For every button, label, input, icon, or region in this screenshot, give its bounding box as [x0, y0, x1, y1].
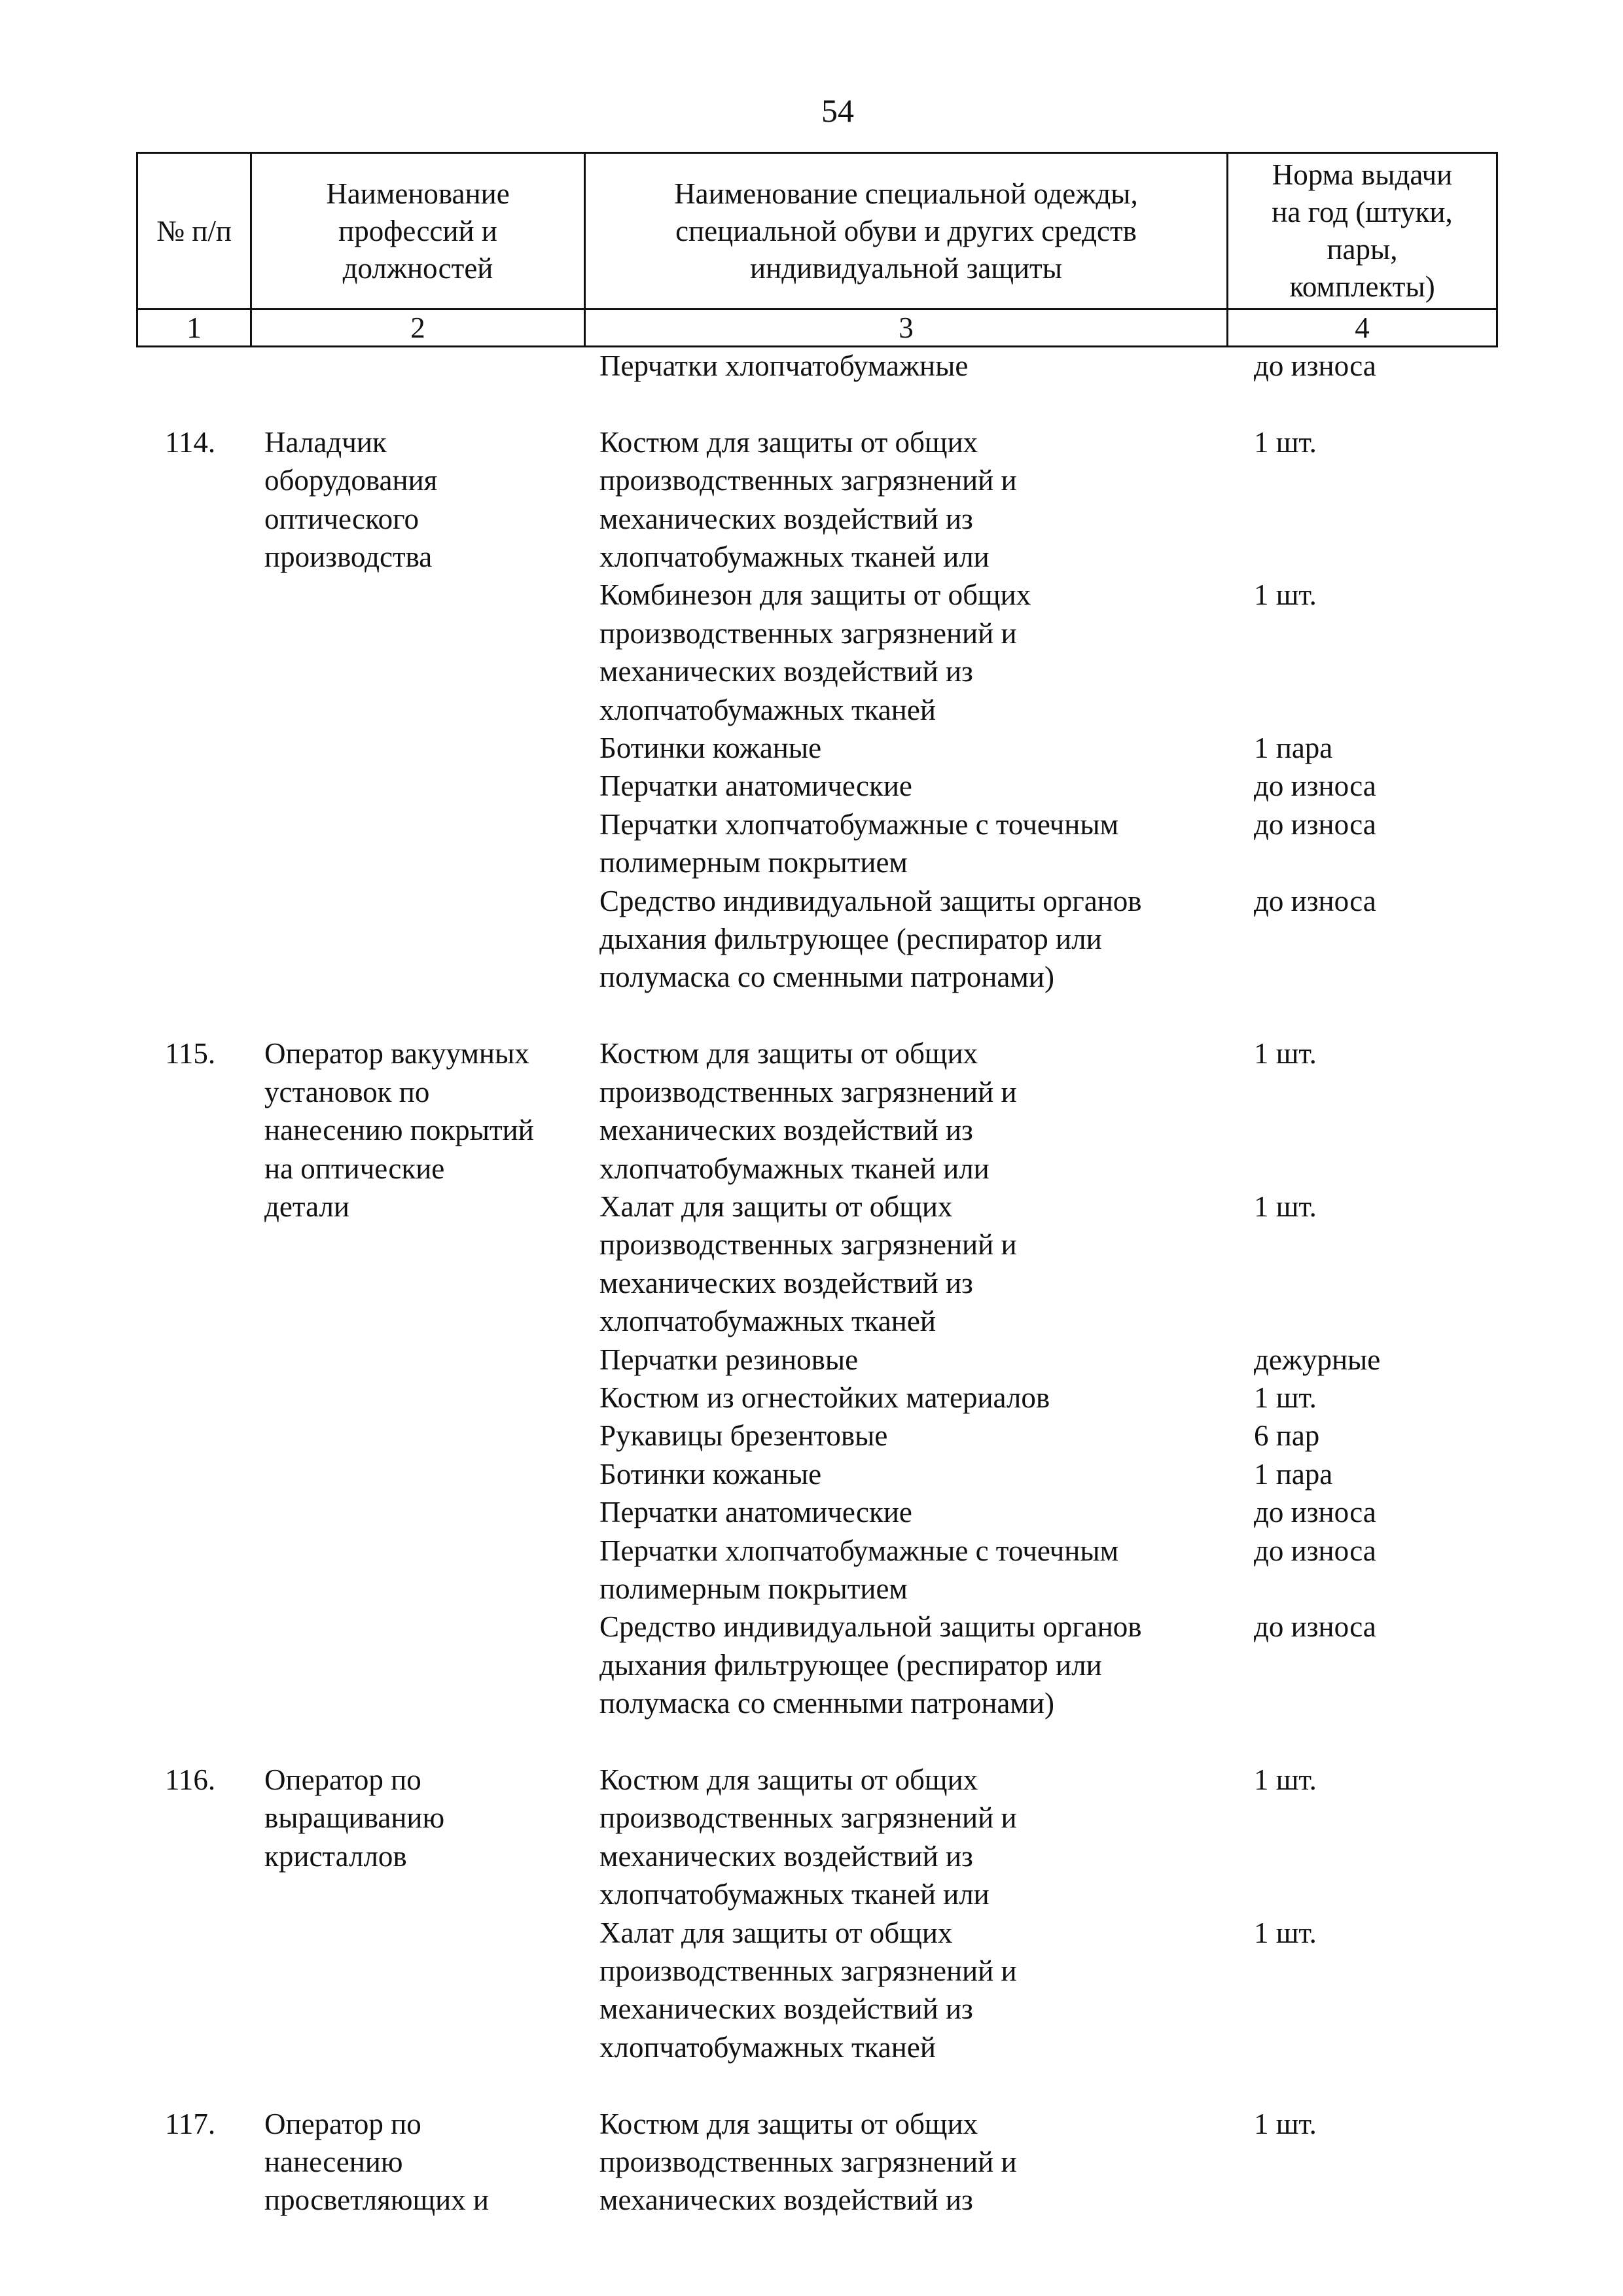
item-name: хлопчатобумажных тканей	[599, 2030, 936, 2064]
list-item	[599, 729, 1496, 767]
item-name: Халат для защиты от общих	[599, 1190, 953, 1223]
item-norm: до износа	[1254, 349, 1376, 382]
item-name: механических воздействий из	[599, 1114, 973, 1147]
item-name: производственных загрязнений и	[599, 1228, 1017, 1262]
item-name: механических воздействий из	[599, 2183, 973, 2217]
header-text: Наименование	[326, 177, 510, 210]
item-name: Костюм для защиты от общих	[599, 1763, 978, 1796]
item-norm: 1 шт.	[1254, 578, 1317, 612]
item-name: дыхания фильтрующее (респиратор или	[599, 1648, 1102, 1682]
table-header	[136, 152, 1498, 347]
list-item	[599, 882, 1496, 997]
item-norm: 6 пар	[1254, 1419, 1320, 1453]
profession-name: Наладчик	[264, 425, 387, 459]
list-item	[599, 1493, 1496, 1531]
item-norm: 1 шт.	[1254, 1916, 1317, 1949]
table-row	[136, 1034, 1496, 1722]
profession-name: нанесению	[264, 2146, 403, 2179]
item-name: дыхания фильтрующее (респиратор или	[599, 923, 1102, 956]
item-name: хлопчатобумажных тканей или	[599, 1878, 990, 1911]
list-item	[599, 1341, 1496, 1379]
item-name: хлопчатобумажных тканей или	[599, 1152, 990, 1185]
item-name: Костюм для защиты от общих	[599, 425, 978, 459]
list-item	[599, 767, 1496, 805]
item-name: Перчатки резиновые	[599, 1343, 859, 1376]
item-name: Костюм для защиты от общих	[599, 2107, 978, 2140]
header-text: Норма выдачи	[1272, 158, 1453, 191]
item-name: Средство индивидуальной защиты органов	[599, 1610, 1142, 1644]
header-col-equipment	[585, 153, 1228, 309]
item-norm: 1 шт.	[1254, 1037, 1317, 1070]
profession-name: Оператор по	[264, 2107, 421, 2140]
item-norm: до износа	[1254, 807, 1376, 841]
item-name: производственных загрязнений и	[599, 464, 1017, 497]
list-item	[599, 1034, 1496, 1188]
profession-name: нанесению покрытий	[264, 1114, 534, 1147]
list-item	[599, 1608, 1496, 1722]
item-norm: до износа	[1254, 884, 1376, 917]
profession-name: оборудования	[264, 464, 438, 497]
item-name: Перчатки хлопчатобумажные	[599, 349, 969, 382]
item-name: Рукавицы брезентовые	[599, 1419, 888, 1453]
table-row	[136, 1761, 1496, 2066]
header-text: пары,	[1327, 233, 1398, 266]
table-body	[136, 347, 1496, 2219]
item-name: производственных загрязнений и	[599, 2146, 1017, 2179]
item-norm: до износа	[1254, 1496, 1376, 1529]
profession-name: установок по	[264, 1075, 430, 1108]
column-number-2: 2	[251, 309, 585, 347]
item-norm: до износа	[1254, 1534, 1376, 1567]
item-name: производственных загрязнений и	[599, 616, 1017, 650]
table-row	[136, 2105, 1496, 2219]
header-text: должностей	[342, 251, 493, 285]
profession-name: на оптические	[264, 1152, 445, 1185]
item-name: полимерным покрытием	[599, 846, 908, 879]
item-name: Костюм из огнестойких материалов	[599, 1381, 1050, 1414]
item-name: механических воздействий из	[599, 655, 973, 688]
list-item	[599, 1188, 1496, 1341]
list-item	[599, 1455, 1496, 1493]
item-norm: до износа	[1254, 769, 1376, 803]
header-col-profession	[251, 153, 585, 309]
item-name: механических воздействий из	[599, 1266, 973, 1299]
item-name: Ботинки кожаные	[599, 732, 822, 765]
profession-name: просветляющих и	[264, 2183, 490, 2217]
profession-name: Оператор по	[264, 1763, 421, 1796]
item-name: Перчатки хлопчатобумажные с точечным	[599, 807, 1119, 841]
column-number-4: 4	[1228, 309, 1497, 347]
page-number: 54	[821, 92, 854, 129]
header-text: на год (штуки,	[1272, 196, 1453, 228]
item-norm: 1 шт.	[1254, 2107, 1317, 2140]
list-item	[599, 1532, 1496, 1608]
item-name: хлопчатобумажных тканей	[599, 693, 936, 726]
item-name: хлопчатобумажных тканей или	[599, 540, 990, 574]
item-norm: до износа	[1254, 1610, 1376, 1644]
list-item	[599, 1379, 1496, 1417]
item-name: Средство индивидуальной защиты органов	[599, 884, 1142, 917]
header-col-norm	[1228, 153, 1497, 309]
item-name: механических воздействий из	[599, 1992, 973, 2026]
entry-number: 116.	[165, 1763, 216, 1796]
item-name: механических воздействий из	[599, 502, 973, 535]
header-text: профессий и	[338, 214, 497, 247]
header-text: комплекты)	[1289, 270, 1435, 303]
list-item	[599, 576, 1496, 729]
entry-number: 114.	[165, 425, 216, 459]
item-name: Ботинки кожаные	[599, 1457, 822, 1491]
profession-name: детали	[264, 1190, 349, 1223]
item-name: Костюм для защиты от общих	[599, 1037, 978, 1070]
item-name: полимерным покрытием	[599, 1572, 908, 1605]
item-name: производственных загрязнений и	[599, 1954, 1017, 1988]
item-norm: 1 шт.	[1254, 1381, 1317, 1414]
header-text: специальной обуви и других средств	[675, 214, 1137, 247]
column-number-3: 3	[585, 309, 1228, 347]
item-name: производственных загрязнений и	[599, 1801, 1017, 1835]
profession-name: оптического	[264, 502, 419, 535]
table-row	[136, 347, 1496, 385]
header-text: № п/п	[156, 214, 232, 247]
item-name: Перчатки хлопчатобумажные с точечным	[599, 1534, 1119, 1567]
item-name: Перчатки анатомические	[599, 1496, 912, 1529]
column-number-1: 1	[137, 309, 251, 347]
list-item	[599, 1417, 1496, 1455]
header-text: индивидуальной защиты	[750, 251, 1062, 285]
item-norm: дежурные	[1254, 1343, 1381, 1376]
profession-name: выращиванию	[264, 1801, 445, 1835]
header-col-number	[137, 153, 251, 309]
item-norm: 1 шт.	[1254, 1190, 1317, 1223]
item-norm: 1 шт.	[1254, 425, 1317, 459]
item-norm: 1 пара	[1254, 732, 1333, 765]
item-name: Халат для защиты от общих	[599, 1916, 953, 1949]
item-norm: 1 шт.	[1254, 1763, 1317, 1796]
list-item	[599, 1761, 1496, 1914]
item-name: полумаска со сменными патронами)	[599, 961, 1054, 994]
profession-name: производства	[264, 540, 433, 574]
list-item	[599, 2105, 1496, 2219]
item-name: хлопчатобумажных тканей	[599, 1305, 936, 1338]
entry-number: 115.	[165, 1037, 216, 1070]
item-name: производственных загрязнений и	[599, 1075, 1017, 1108]
item-name: Перчатки анатомические	[599, 769, 912, 803]
list-item	[599, 347, 1496, 385]
profession-name: кристаллов	[264, 1839, 407, 1873]
item-norm: 1 пара	[1254, 1457, 1333, 1491]
list-item	[599, 805, 1496, 882]
item-name: механических воздействий из	[599, 1839, 973, 1873]
profession-name: Оператор вакуумных	[264, 1037, 529, 1070]
list-item	[599, 423, 1496, 576]
item-name: Комбинезон для защиты от общих	[599, 578, 1031, 612]
entry-number: 117.	[165, 2107, 216, 2140]
list-item	[599, 1914, 1496, 2067]
table-row	[136, 423, 1496, 997]
item-name: полумаска со сменными патронами)	[599, 1687, 1054, 1720]
header-text: Наименование специальной одежды,	[674, 177, 1138, 210]
